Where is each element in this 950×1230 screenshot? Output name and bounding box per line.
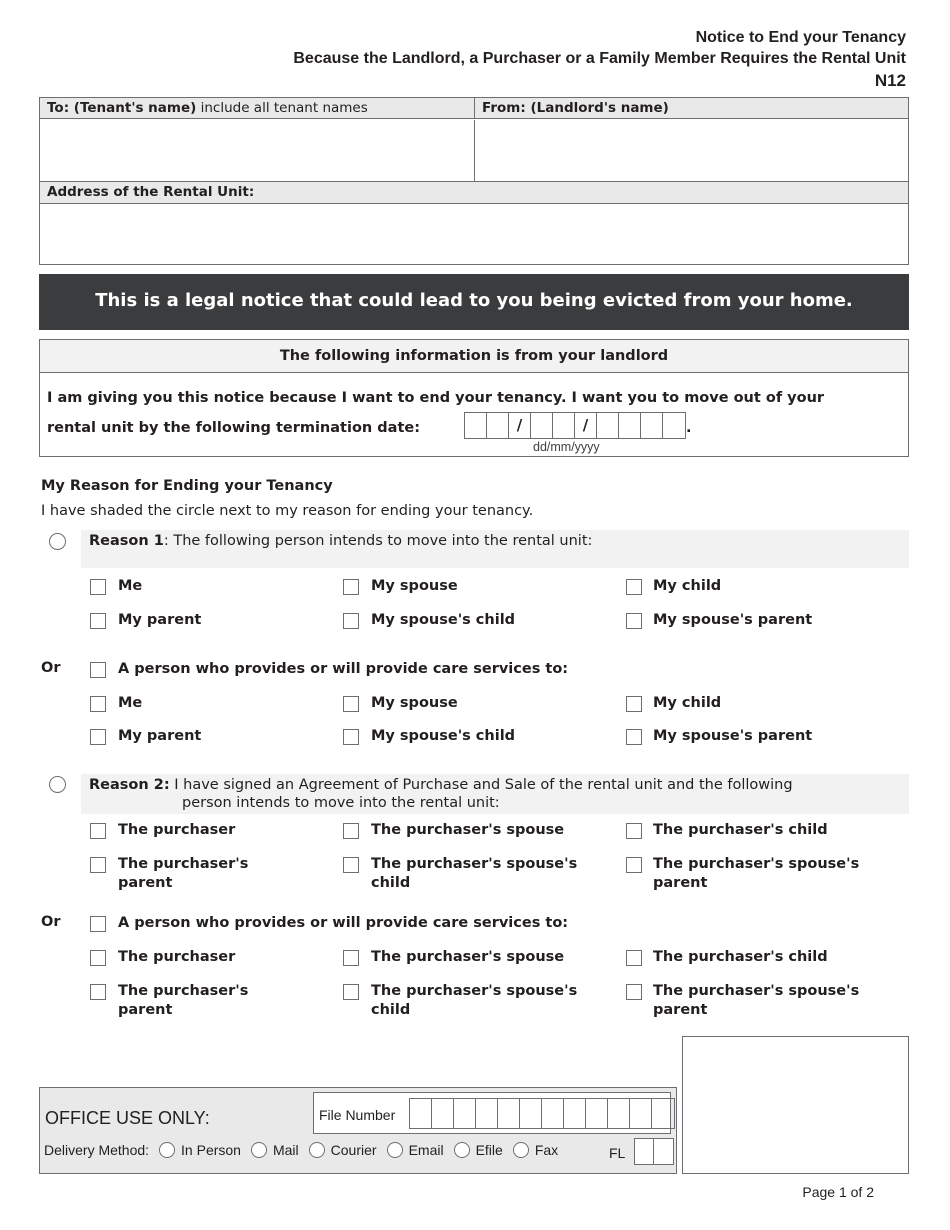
reason2-purchaser-spouse-parent-checkbox[interactable] [626,857,642,873]
file-number-field[interactable] [409,1098,675,1129]
reason1-child-label: My child [653,578,722,594]
reason2-care-purchaser-spouse-child-label: The purchaser's spouse's child [371,983,578,1018]
from-label [475,98,908,119]
reason2-purchaser-spouse-parent-label: The purchaser's spouse's parent [653,856,860,891]
tenant-name-field[interactable] [40,120,475,181]
delivery-method-label: Delivery Method: [44,1142,150,1158]
stamp-box [682,1036,909,1174]
reason1-care-checkbox[interactable] [90,662,106,678]
file-number-cell[interactable] [410,1099,432,1128]
reason2-or-label: Or [41,914,61,930]
reason-2-text-2: person intends to move into the rental unit: [182,795,500,811]
reason2-purchaser-spouse-checkbox[interactable] [343,823,359,839]
reason2-care-purchaser-spouse-child-checkbox[interactable] [343,984,359,1000]
date-digit-cell[interactable] [597,413,619,438]
address-field[interactable] [40,204,908,264]
landlord-info-box [39,339,909,457]
file-number-cell[interactable] [454,1099,476,1128]
date-digit-cell[interactable] [663,413,685,438]
file-number-cell[interactable] [432,1099,454,1128]
reason2-purchaser-label: The purchaser [118,822,236,838]
file-number-cell[interactable] [542,1099,564,1128]
from-label-text: From: (Landlord's name) [482,100,669,116]
legal-notice-banner: This is a legal notice that could lead to you being evicted from your home. [39,274,909,330]
file-number-cell[interactable] [586,1099,608,1128]
parties-table [39,97,909,265]
reason1-or-label: Or [41,660,61,676]
reason1-care-parent-checkbox[interactable] [90,729,106,745]
reason1-care-child-checkbox[interactable] [626,696,642,712]
reason-1-label: Reason 1 [89,533,164,549]
reason2-purchaser-child-label: The purchaser's child [653,822,828,838]
reason1-care-me-label: Me [118,695,143,711]
delivery-efile-radio[interactable] [454,1142,470,1158]
reasons-title: My Reason for Ending your Tenancy [41,478,333,494]
date-format-hint: dd/mm/yyyy [533,440,600,454]
delivery-method-row [44,1142,558,1158]
reason1-child-checkbox[interactable] [626,579,642,595]
reason1-spouse-parent-checkbox[interactable] [626,613,642,629]
address-label [40,181,908,204]
delivery-in-person-radio[interactable] [159,1142,175,1158]
address-input[interactable] [40,204,908,264]
reason1-me-checkbox[interactable] [90,579,106,595]
landlord-name-field[interactable] [475,120,908,181]
file-number-cell[interactable] [498,1099,520,1128]
reason2-care-checkbox[interactable] [90,916,106,932]
fl-label: FL [609,1145,626,1161]
to-label-hint: include all tenant names [196,100,368,116]
date-separator: / [575,413,597,438]
date-digit-cell[interactable] [641,413,663,438]
delivery-email-radio[interactable] [387,1142,403,1158]
to-label-bold: To: (Tenant's name) [47,100,197,116]
delivery-fax-label: Fax [534,1142,559,1158]
office-use-title: OFFICE USE ONLY: [45,1108,210,1128]
info-line-1: I am giving you this notice because I want to end your tenancy. I want you to move out of your [47,390,825,406]
reason2-care-purchaser-child-label: The purchaser's child [653,949,828,965]
reason1-care-spouse-child-checkbox[interactable] [343,729,359,745]
delivery-email-label: Email [408,1142,444,1158]
date-digit-cell[interactable] [619,413,641,438]
file-number-label: File Number [319,1107,396,1123]
reason1-care-spouse-parent-checkbox[interactable] [626,729,642,745]
reason1-spouse-label: My spouse [371,578,458,594]
date-period: . [686,420,692,436]
delivery-efile-label: Efile [475,1142,503,1158]
office-use-panel [39,1087,677,1174]
date-digit-cell[interactable] [487,413,509,438]
reason2-purchaser-spouse-child-label: The purchaser's spouse's child [371,856,578,891]
delivery-mail-label: Mail [272,1142,299,1158]
reason1-spouse-child-label: My spouse's child [371,612,516,628]
reason1-me-label: Me [118,578,143,594]
reason1-spouse-parent-label: My spouse's parent [653,612,813,628]
file-number-cell[interactable] [476,1099,498,1128]
page-number: Page 1 of 2 [802,1184,874,1200]
reason2-care-purchaser-checkbox[interactable] [90,950,106,966]
reason1-care-label: A person who provides or will provide care services to: [118,661,569,677]
reason2-purchaser-parent-label: The purchaser's parent [118,856,249,891]
reason-1-description: : The following person intends to move into the rental unit: [163,533,593,549]
delivery-courier-label: Courier [330,1142,377,1158]
reason2-care-purchaser-label: The purchaser [118,949,236,965]
reason-2-label: Reason 2: [89,777,170,793]
date-digit-cell[interactable] [553,413,575,438]
reason2-purchaser-spouse-child-checkbox[interactable] [343,857,359,873]
file-number-cell[interactable] [630,1099,652,1128]
reason2-care-purchaser-spouse-parent-label: The purchaser's spouse's parent [653,983,860,1018]
form-title: Notice to End your Tenancy [695,29,906,46]
reason-2-description-1: I have signed an Agreement of Purchase and Sale of the rental unit and the following [169,777,793,793]
reason1-care-spouse-parent-label: My spouse's parent [653,728,813,744]
reason-2-radio[interactable] [49,776,66,793]
reason1-care-spouse-child-label: My spouse's child [371,728,516,744]
to-label [40,98,475,119]
reason-2-text [89,776,793,794]
date-digit-cell[interactable] [531,413,553,438]
reason2-care-purchaser-child-checkbox[interactable] [626,950,642,966]
file-number-cell[interactable] [520,1099,542,1128]
date-separator: / [509,413,531,438]
delivery-courier-radio[interactable] [309,1142,325,1158]
reason2-purchaser-spouse-label: The purchaser's spouse [371,822,565,838]
reason1-parent-label: My parent [118,612,202,628]
fl-cell[interactable] [635,1139,654,1164]
tenant-name-input[interactable] [40,120,474,181]
file-number-cell[interactable] [652,1099,674,1128]
reason1-care-spouse-label: My spouse [371,695,458,711]
reason1-spouse-checkbox[interactable] [343,579,359,595]
file-number-cell[interactable] [608,1099,630,1128]
delivery-mail-radio[interactable] [251,1142,267,1158]
termination-date-field[interactable] [464,412,686,439]
delivery-fax-radio[interactable] [513,1142,529,1158]
reason2-purchaser-child-checkbox[interactable] [626,823,642,839]
reason1-care-spouse-checkbox[interactable] [343,696,359,712]
file-number-cell[interactable] [564,1099,586,1128]
landlord-name-input[interactable] [475,120,908,181]
info-line-2: rental unit by the following termination date: [47,420,421,436]
address-label-text: Address of the Rental Unit: [47,184,255,200]
reason2-purchaser-parent-checkbox[interactable] [90,857,106,873]
fl-cell[interactable] [654,1139,673,1164]
reason2-care-purchaser-parent-checkbox[interactable] [90,984,106,1000]
reason2-care-label: A person who provides or will provide care services to: [118,915,569,931]
reason2-care-purchaser-spouse-parent-checkbox[interactable] [626,984,642,1000]
reason1-care-me-checkbox[interactable] [90,696,106,712]
reason-1-text [89,532,592,550]
fl-field[interactable] [634,1138,674,1165]
reason1-spouse-child-checkbox[interactable] [343,613,359,629]
reason2-purchaser-checkbox[interactable] [90,823,106,839]
file-number-box [313,1092,671,1134]
reason-1-radio[interactable] [49,533,66,550]
form-subtitle: Because the Landlord, a Purchaser or a Family Member Requires the Rental Unit [293,50,906,67]
reason2-care-purchaser-spouse-checkbox[interactable] [343,950,359,966]
date-digit-cell[interactable] [465,413,487,438]
reason1-parent-checkbox[interactable] [90,613,106,629]
form-code: N12 [874,71,906,90]
delivery-in-person-label: In Person [181,1142,241,1158]
reason1-care-child-label: My child [653,695,722,711]
info-heading: The following information is from your landlord [40,340,908,373]
reasons-subtitle: I have shaded the circle next to my reason for ending your tenancy. [41,503,534,519]
reason1-care-parent-label: My parent [118,728,202,744]
reason2-care-purchaser-spouse-label: The purchaser's spouse [371,949,565,965]
reason2-care-purchaser-parent-label: The purchaser's parent [118,983,249,1018]
